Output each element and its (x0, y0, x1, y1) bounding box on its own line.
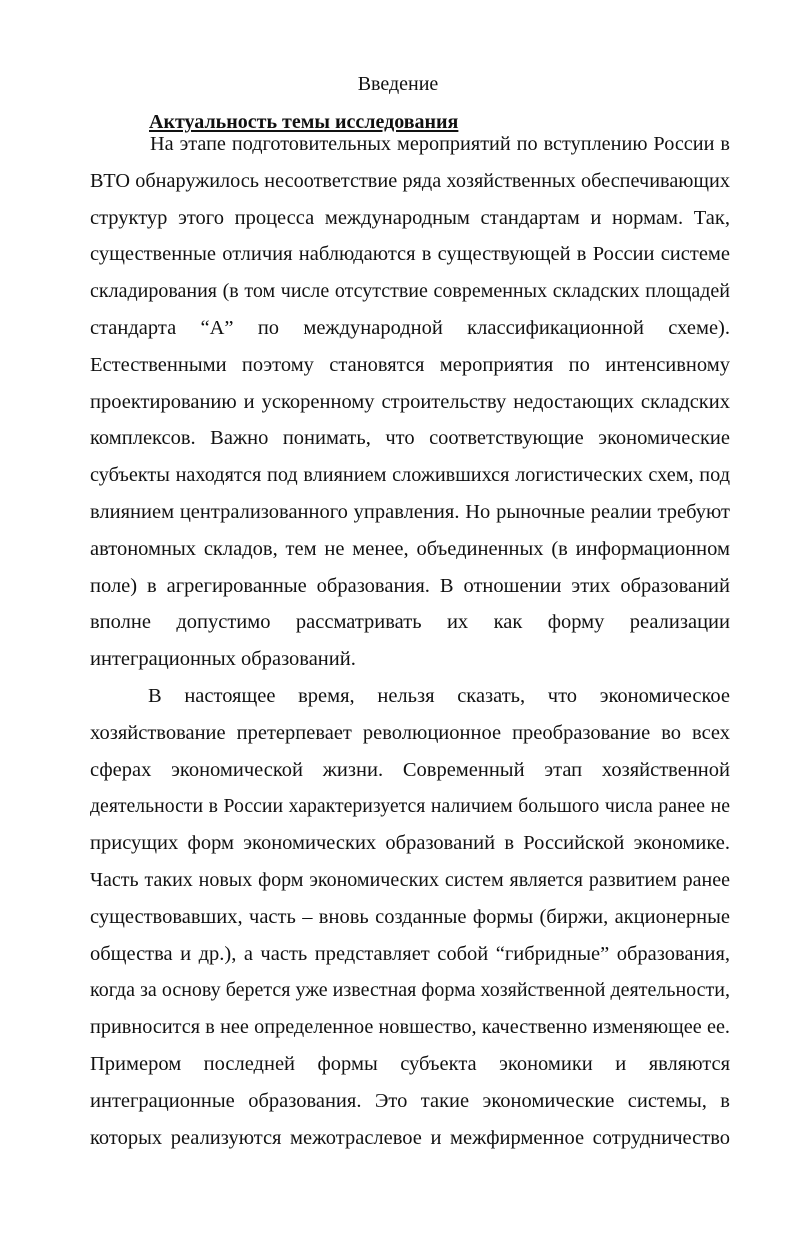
text-line: Естественными поэтому становятся мероприятия по интенсивному (90, 353, 730, 376)
text-line: Часть таких новых форм экономических систем является развитием ранее (90, 868, 730, 891)
text-line: когда за основу берется уже известная форма хозяйственной деятельности, (90, 979, 730, 1002)
text-line: влиянием централизованного управления. Но рыночные реалии требуют (90, 500, 730, 523)
text-line: субъекты находятся под влиянием сложившихся логистических схем, под (90, 464, 730, 487)
text-line: проектированию и ускоренному строительству недостающих складских (90, 390, 730, 413)
text-line: складирования (в том числе отсутствие современных складских площадей (90, 280, 730, 303)
text-line: комплексов. Важно понимать, что соответствующие экономические (90, 427, 730, 450)
text-line: общества и др.), а часть представляет собой “гибридные” образования, (90, 942, 730, 965)
text-line: ВТО обнаружилось несоответствие ряда хозяйственных обеспечивающих (90, 169, 730, 192)
text-line: интеграционные образования. Это такие экономические системы, в (90, 1089, 730, 1112)
text-line: автономных складов, тем не менее, объединенных (в информационном (90, 537, 730, 560)
text-line: хозяйствование претерпевает революционное преобразование во всех (90, 721, 730, 744)
section-heading: Актуальность темы исследования (149, 111, 459, 133)
text-line: сферах экономической жизни. Современный этап хозяйственной (90, 758, 730, 781)
text-line: В настоящее время, нельзя сказать, что экономическое (148, 684, 730, 707)
body-text (90, 130, 730, 1160)
page-title: Введение (357, 73, 439, 95)
text-line: присущих форм экономических образований в Российской экономике. (90, 832, 730, 855)
text-line: существовавших, часть – вновь созданные формы (биржи, акционерные (90, 905, 730, 928)
text-line: структур этого процесса международным стандартам и нормам. Так, (90, 206, 730, 229)
text-line: На этапе подготовительных мероприятий по вступлению России в (150, 133, 730, 155)
text-line: стандарта “А” по международной классификационной схеме). (90, 316, 730, 339)
text-line: интеграционных образований. (90, 648, 356, 671)
text-line: которых реализуются межотраслевое и межфирменное сотрудничество (90, 1126, 730, 1149)
text-line: существенные отличия наблюдаются в существующей в России системе (90, 243, 730, 266)
text-line: привносится в нее определенное новшество, качественно изменяющее ее. (90, 1016, 730, 1039)
text-line: вполне допустимо рассматривать их как форму реализации (90, 611, 730, 634)
text-line: Примером последней формы субъекта экономики и являются (90, 1052, 730, 1075)
text-line: деятельности в России характеризуется наличием большого числа ранее не (90, 795, 730, 818)
text-line: поле) в агрегированные образования. В отношении этих образований (90, 574, 730, 597)
